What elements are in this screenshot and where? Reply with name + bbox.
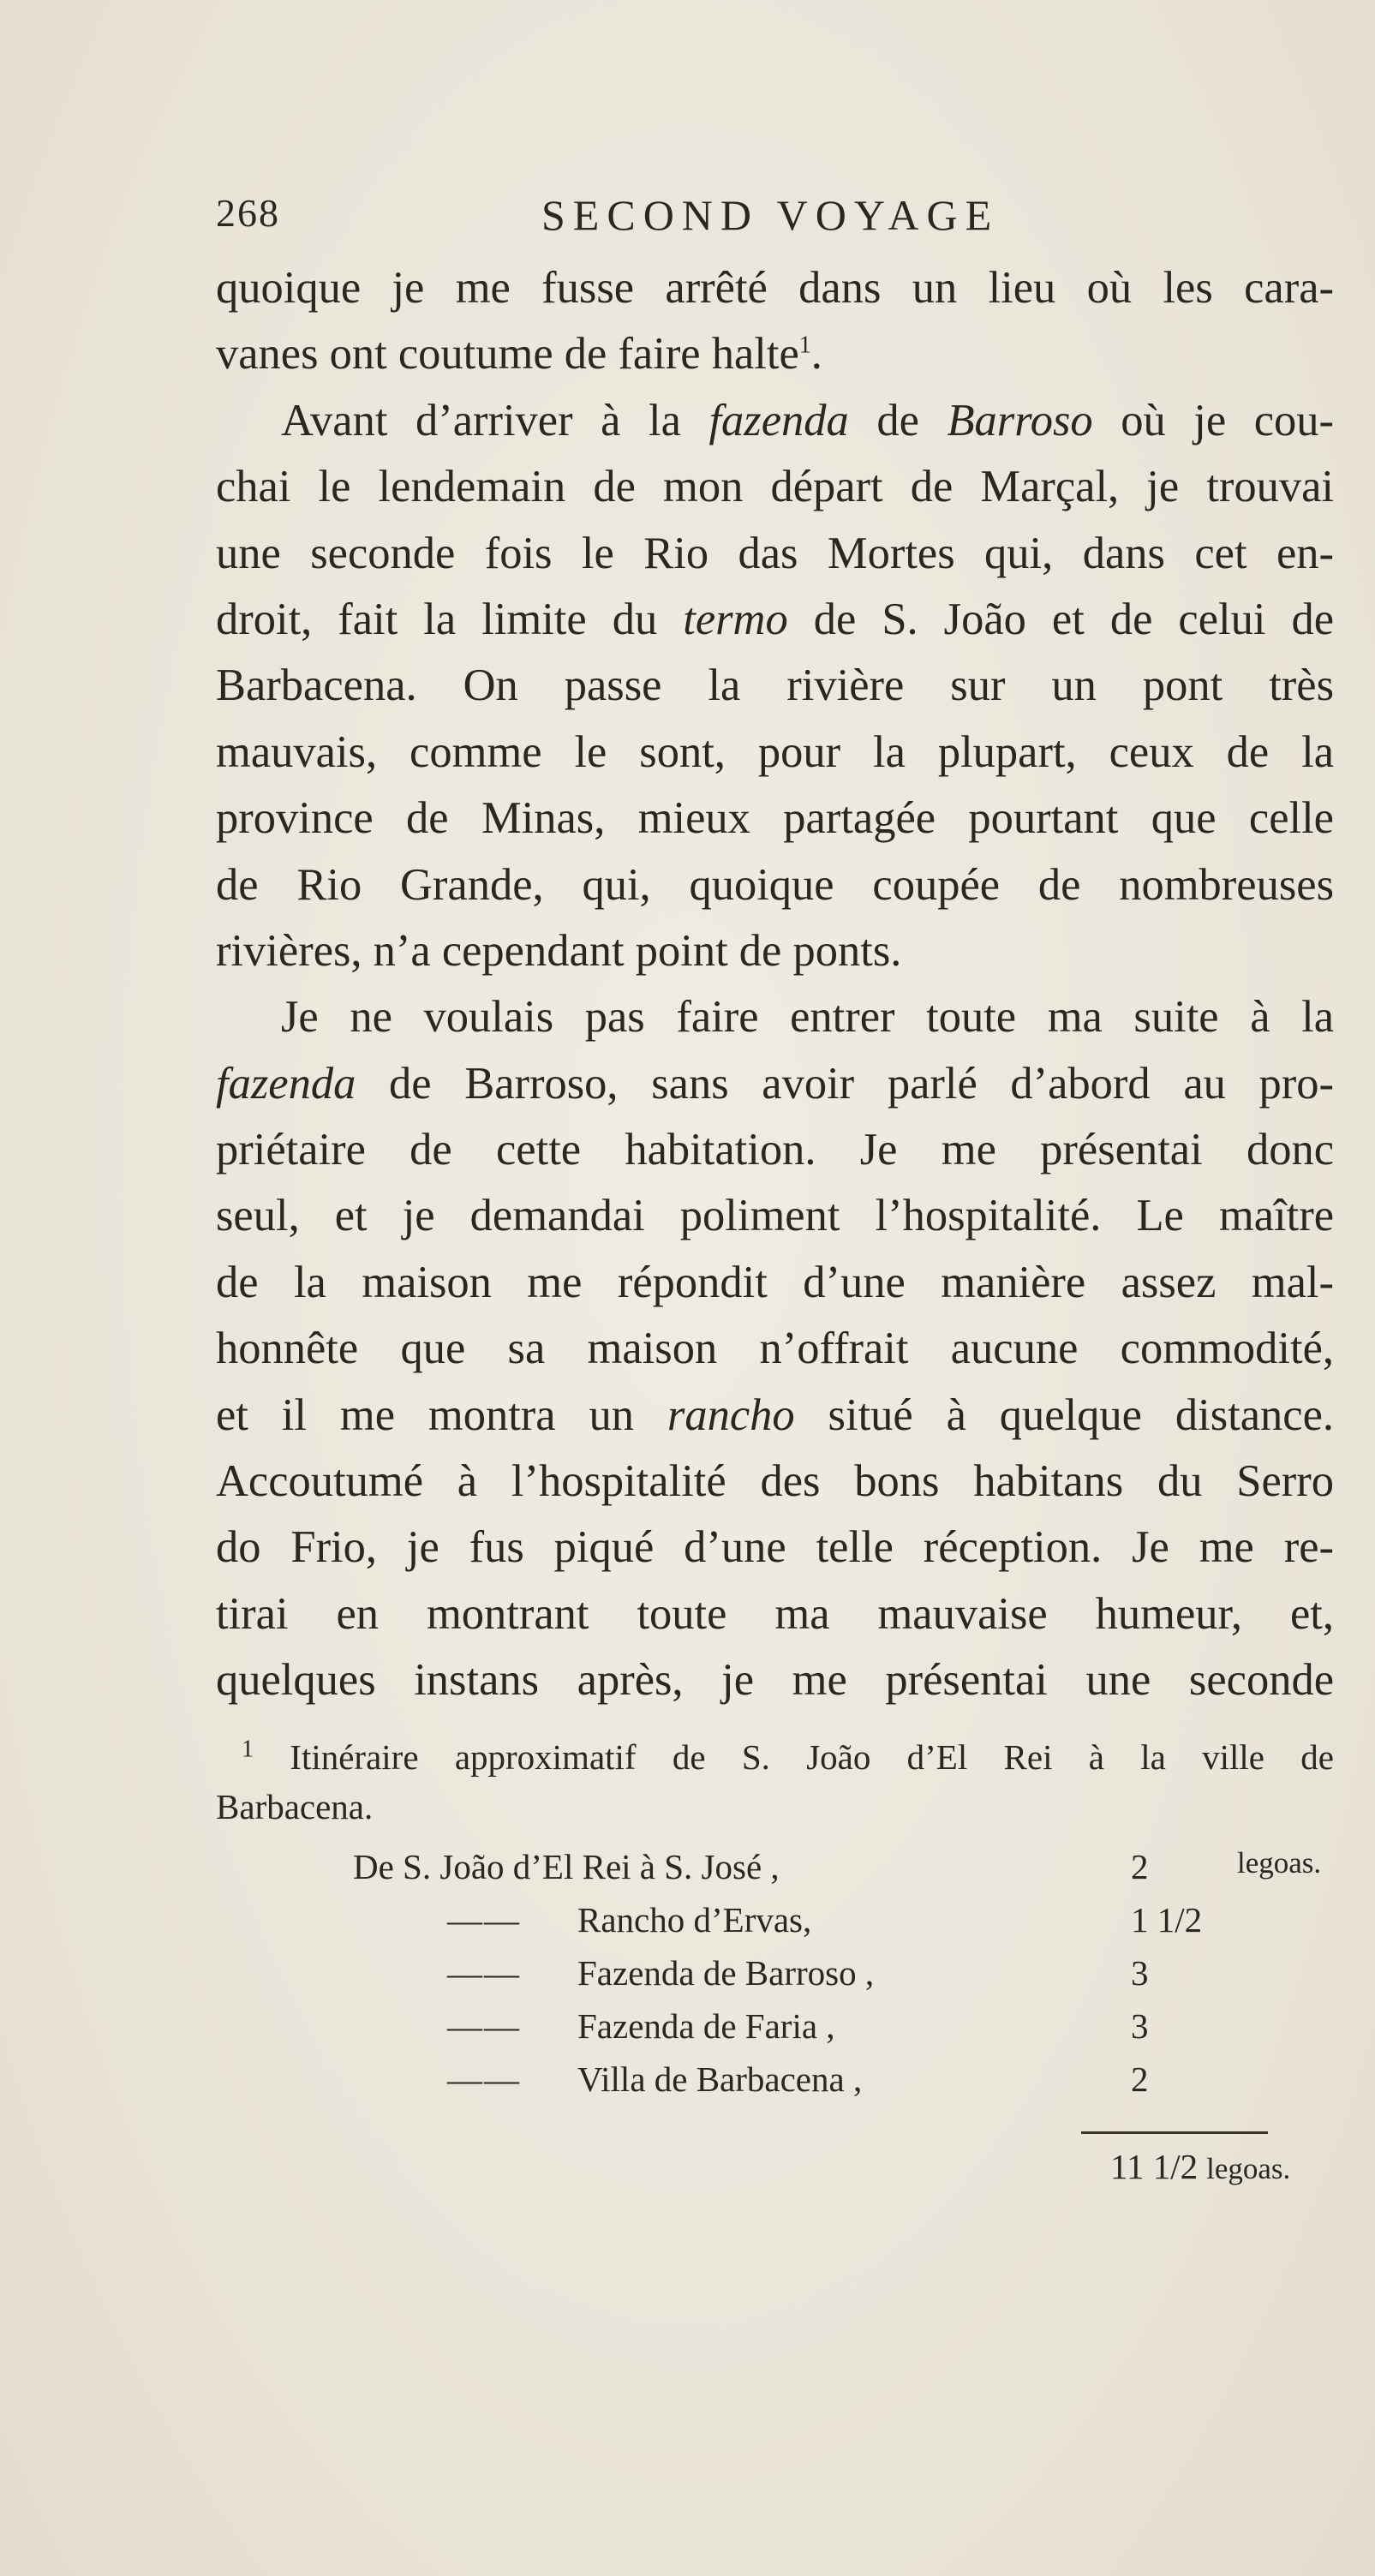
itinerary-leagues: 3 xyxy=(1131,1953,1149,1993)
footnote-line: $^1$ Itinéraire approximatif de S. João d’El Rei à la ville de xyxy=(242,1736,1334,1777)
text-line: tirai en montrant toute ma mauvaise humeur, et, xyxy=(216,1588,1334,1639)
sum-rule xyxy=(1081,2131,1268,2134)
text-line: province de Minas, mieux partagée pourtant que celle xyxy=(216,793,1334,844)
footnote xyxy=(216,1732,1334,1832)
main-text xyxy=(216,255,1334,1714)
itinerary-row xyxy=(216,1846,1338,1899)
text-line: honnête que sa maison n’offrait aucune commodité, xyxy=(216,1324,1334,1374)
text-line: seul, et je demandai poliment l’hospitalité. Le maître xyxy=(216,1191,1334,1241)
itinerary-row xyxy=(216,2059,1338,2112)
itinerary-place: Villa de Barbacena , xyxy=(577,2059,863,2099)
text-line: Barbacena. On passe la rivière sur un pont très xyxy=(216,660,1334,711)
itinerary-row xyxy=(216,1899,1338,1952)
text-line: vanes ont coutume de faire halte$^1$. xyxy=(216,329,822,380)
total-leagues: 11 1/2 xyxy=(1110,2147,1199,2186)
text-line: droit, fait la limite du termo de S. João et de celui de xyxy=(216,594,1335,644)
ditto-dash: —— xyxy=(447,2006,521,2046)
text-line: quoique je me fusse arrêté dans un lieu où les cara- xyxy=(216,263,1334,313)
ditto-dash: —— xyxy=(447,2059,521,2099)
itinerary-unit: legoas. xyxy=(1237,1846,1322,1880)
itinerary-place: De S. João d’El Rei à S. José , xyxy=(353,1847,780,1886)
itinerary-place: Fazenda de Faria , xyxy=(577,2006,835,2046)
itinerary-total xyxy=(1110,2146,1290,2187)
itinerary-row xyxy=(216,2005,1338,2059)
text-line: Je ne voulais pas faire entrer toute ma suite à la xyxy=(281,992,1334,1043)
itinerary-leagues: 3 xyxy=(1131,2006,1149,2046)
text-line: priétaire de cette habitation. Je me présentai donc xyxy=(216,1125,1334,1175)
ditto-dash: —— xyxy=(447,1900,521,1939)
itinerary-leagues: 1 1/2 xyxy=(1131,1900,1203,1939)
text-line: rivières, n’a cependant point de ponts. xyxy=(216,925,902,976)
page-number: 268 xyxy=(216,191,280,235)
itinerary-table xyxy=(216,1846,1338,2186)
text-line: quelques instans après, je me présentai une seconde xyxy=(216,1655,1334,1706)
text-line: do Frio, je fus piqué d’une telle réception. Je me re- xyxy=(216,1522,1334,1573)
text-line: une seconde fois le Rio das Mortes qui, dans cet en- xyxy=(216,528,1334,578)
ditto-dash: —— xyxy=(447,1953,521,1993)
footnote-reference: 1 xyxy=(798,332,811,359)
total-unit: legoas. xyxy=(1206,2152,1291,2185)
itinerary-place: Rancho d’Ervas, xyxy=(577,1900,812,1939)
text-line: fazenda de Barroso, sans avoir parlé d’abord au pro- xyxy=(216,1058,1335,1109)
text-line: de la maison me répondit d’une manière assez mal- xyxy=(216,1257,1334,1307)
text-line: chai le lendemain de mon départ de Marçal, je trouvai xyxy=(216,462,1334,512)
itinerary-leagues: 2 xyxy=(1131,2059,1149,2099)
text-line: Avant d’arriver à la fazenda de Barroso où je cou- xyxy=(281,395,1335,445)
itinerary-row xyxy=(216,1952,1338,2005)
footnote-line: Barbacena. xyxy=(216,1787,374,1826)
text-line: mauvais, comme le sont, pour la plupart, ceux de la xyxy=(216,726,1334,777)
itinerary-leagues: 2 xyxy=(1131,1847,1149,1886)
text-line: Accoutumé à l’hospitalité des bons habitans du Serro xyxy=(216,1456,1334,1507)
page-header xyxy=(216,190,1338,250)
text-line: de Rio Grande, qui, quoique coupée de nombreuses xyxy=(216,859,1334,910)
text-line: et il me montra un rancho situé à quelque distance. xyxy=(216,1390,1335,1440)
footnote-marker: 1 xyxy=(242,1736,254,1763)
running-title: SECOND VOYAGE xyxy=(541,191,1000,239)
itinerary-place: Fazenda de Barroso , xyxy=(577,1953,875,1993)
